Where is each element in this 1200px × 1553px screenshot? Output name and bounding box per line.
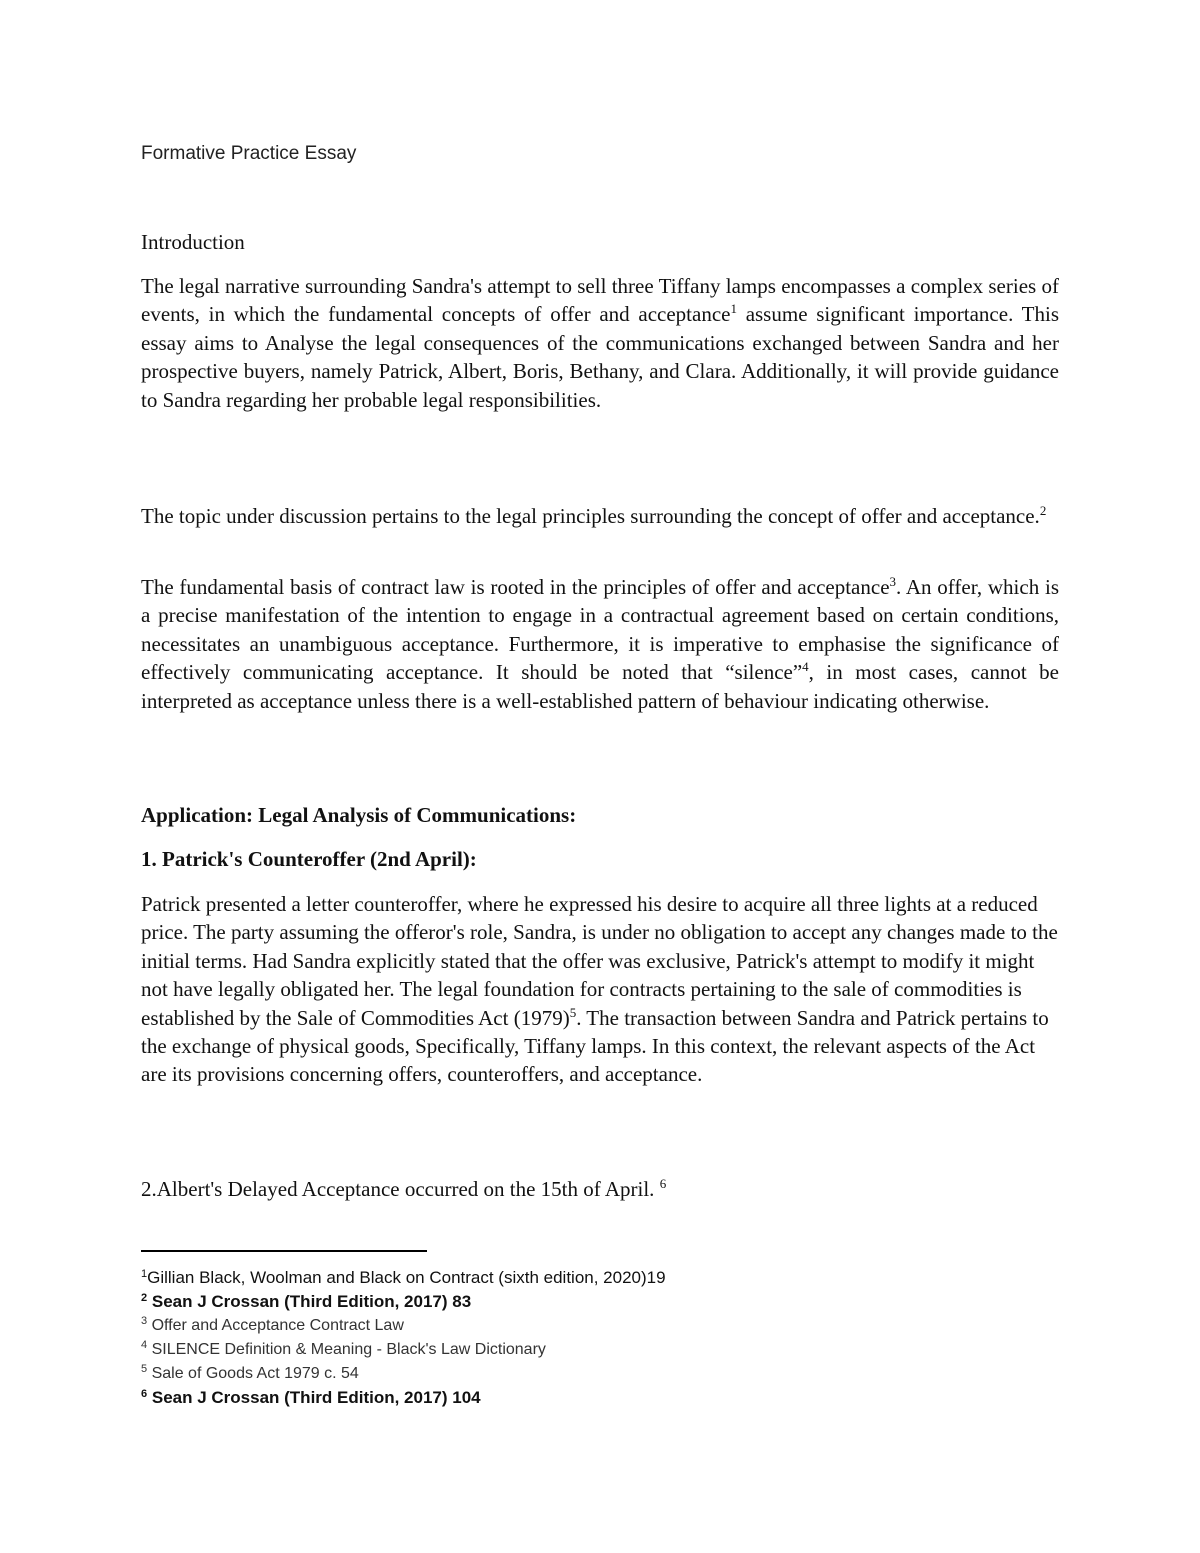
- document-header: Formative Practice Essay: [141, 143, 357, 164]
- footnote-5: $^5$ Sale of Goods Act 1979 c. 54: [141, 1363, 359, 1382]
- footnote-ref-2: 2: [1039, 503, 1047, 518]
- application-heading: Application: Legal Analysis of Communications:: [141, 803, 577, 827]
- footnote-ref-3: 3: [889, 574, 897, 589]
- basis-paragraph: The fundamental basis of contract law is rooted in the principles of offer and acceptance$^3$. An offer, which is a precise manifestation of the intention to engage in a contractual agreement based on certain conditions, necessitates an unambiguous acceptance. Furthermore, it is imperative to emphasise the significance of effectively communicating acceptance. It should be noted that “silence”$^4$, in most cases, cannot be interpreted as acceptance unless there is a well-established pattern of behaviour indicating otherwise.: [141, 574, 1059, 713]
- footnotes: [141, 1266, 666, 1410]
- footnote-1: $^1$Gillian Black, Woolman and Black on Contract (sixth edition, 2020)19: [141, 1268, 666, 1287]
- footnote-6: $^6$ Sean J Crossan (Third Edition, 2017) 104: [141, 1388, 481, 1407]
- footnote-3: $^3$ Offer and Acceptance Contract Law: [141, 1315, 404, 1334]
- footnote-ref-5: 5: [569, 1004, 577, 1020]
- introduction-paragraph: The legal narrative surrounding Sandra's attempt to sell three Tiffany lamps encompasses a complex series of events, in which the fundamental concepts of offer and acceptance$^1$ assume significant importance. This essay aims to Analyse the legal consequences of the communications exchanged between Sandra and her prospective buyers, namely Patrick, Albert, Boris, Bethany, and Clara. Additionally, it will provide guidance to Sandra regarding her probable legal responsibilities.: [141, 274, 1059, 412]
- section2-line: 2.Albert's Delayed Acceptance occurred on the 15th of April. $^6$: [141, 1176, 667, 1201]
- footnote-ref-1: 1: [730, 301, 737, 317]
- footnote-2: $^2$ Sean J Crossan (Third Edition, 2017) 83: [141, 1292, 472, 1311]
- section1-heading: 1. Patrick's Counteroffer (2nd April):: [141, 847, 477, 871]
- footnote-divider: [141, 1250, 427, 1252]
- footnote-ref-6: 6: [659, 1176, 667, 1191]
- footnote-ref-4: 4: [802, 659, 809, 675]
- footnote-4: $^4$ SILENCE Definition & Meaning - Black's Law Dictionary: [141, 1339, 546, 1358]
- topic-paragraph: The topic under discussion pertains to the legal principles surrounding the concept of offer and acceptance.$^2$: [141, 503, 1047, 528]
- section1-paragraph: Patrick presented a letter counteroffer, where he expressed his desire to acquire all three lights at a reduced price. The party assuming the offeror's role, Sandra, is under no obligation to accept any changes made to the initial terms. Had Sandra explicitly stated that the offer was exclusive, Patrick's attempt to modify it might not have legally obligated her. The legal foundation for contracts pertaining to the sale of commodities is established by the Sale of Commodities Act $(1979)^5$. The transaction between Sandra and Patrick pertains to the exchange of physical goods, Specifically, Tiffany lamps. In this context, the relevant aspects of the Act are its provisions concerning offers, counteroffers, and acceptance.: [141, 892, 1058, 1087]
- introduction-heading: Introduction: [141, 230, 245, 254]
